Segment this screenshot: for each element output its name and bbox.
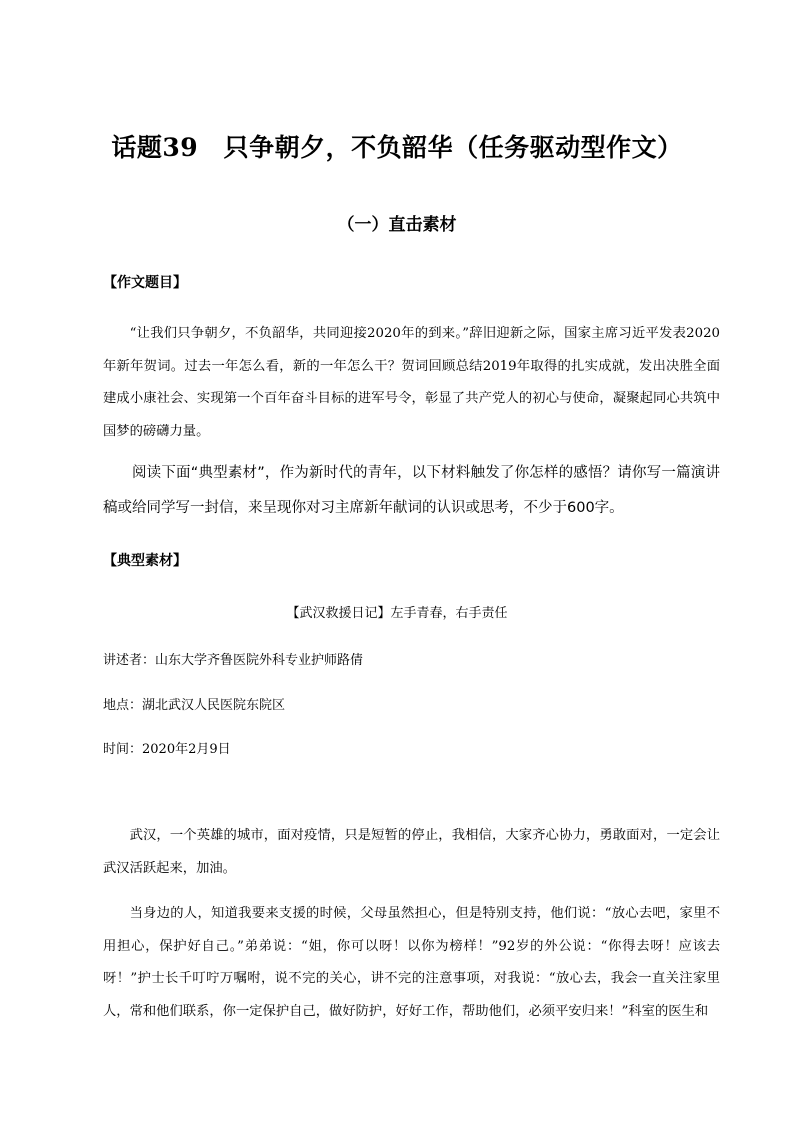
document-title: 话题39 只争朝夕，不负韶华（任务驱动型作文）	[111, 133, 683, 162]
narrator-line: 讲述者：山东大学齐鲁医院外科专业护师路倩	[103, 653, 364, 668]
body-paragraph: 当身边的人，知道我要来支援的时候，父母虽然担心，但是特别支持，他们说：“放心去吧，家里不用担心，保护好自己。”弟弟说：“姐，你可以呀！以你为榜样！”92岁的外公说：“你得去呀！应该去呀！”护士长千叮咛万嘱咐，说不完的关心，讲不完的注意事项，对我说：“放心去，我会一直关注家里人，常和他们联系，你一定保护自己，做好防护，好好工作，帮助他们，必须平安归来！”科室的医生和	[103, 906, 720, 1019]
prompt-paragraph: “让我们只争朝夕，不负韶华，共同迎接2020年的到来。”辞旧迎新之际，国家主席习近平发表2020年新年贺词。过去一年怎么看，新的一年怎么干？贺词回顾总结2019年取得的扎实成就，发出决胜全面建成小康社会、实现第一个百年奋斗目标的进军号令，彰显了共产党人的初心与使命，凝聚起同心共筑中国梦的磅礴力量。	[103, 326, 720, 439]
section-subtitle: （一）直击素材	[337, 215, 457, 235]
time-line: 时间：2020年2月9日	[103, 742, 231, 757]
prompt-heading: 【作文题目】	[103, 275, 187, 291]
prompt-instruction-paragraph: 阅读下面“典型素材”，作为新时代的青年，以下材料触发了你怎样的感悟？请你写一篇演讲稿或给同学写一封信，来呈现你对习主席新年献词的认识或思考，不少于600字。	[103, 465, 720, 516]
material-heading: 【典型素材】	[103, 553, 187, 569]
body-paragraph: 武汉，一个英雄的城市，面对疫情，只是短暂的停止，我相信，大家齐心协力，勇敢面对，一定会让武汉活跃起来，加油。	[103, 828, 720, 876]
location-line: 地点：湖北武汉人民医院东院区	[103, 698, 286, 713]
diary-title: 【武汉救援日记】左手青春，右手责任	[286, 606, 508, 621]
